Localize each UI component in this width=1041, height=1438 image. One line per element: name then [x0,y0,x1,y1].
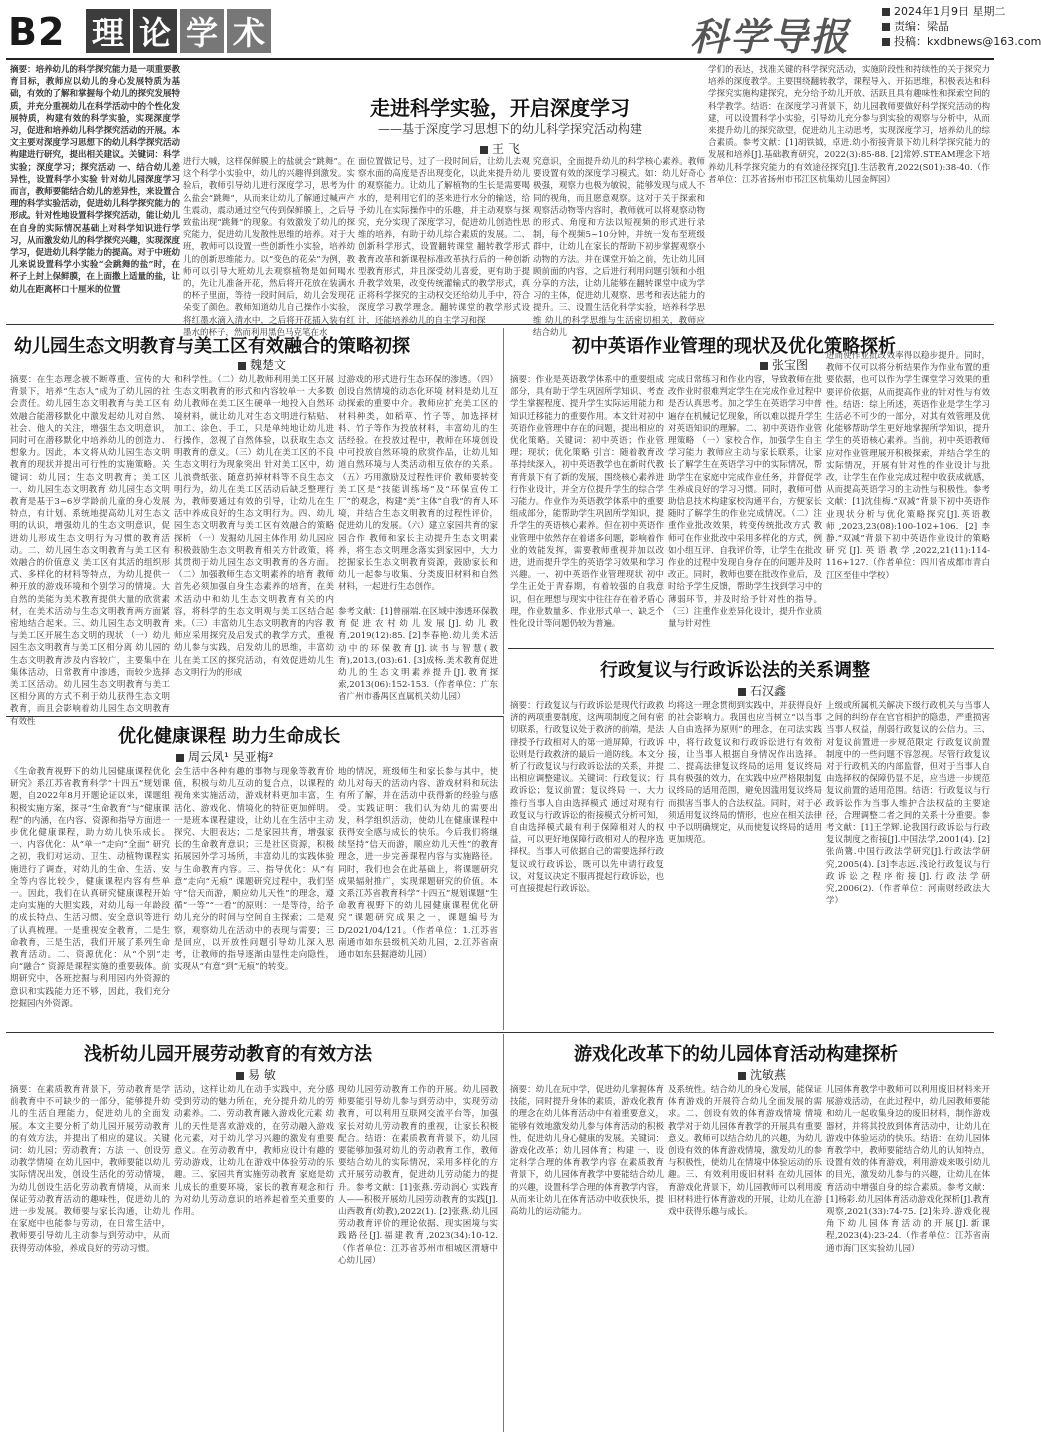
article-4-authors: 周云凤¹ 吴亚梅² [176,748,273,765]
article-5-col-1: 摘要：行政复议与行政诉讼是现代行政救济的两项重要制度，这两项制度之间有密切联系，行政复议处于救济的前端，是法律授予行政相对人的第一道屏障，行政诉讼则是行政救济的最后一道防线。本文分析了行政复议与行政诉讼法的关系，并提出相应调整建议。关键词：行政复议；行政诉讼；复议前置；复议终局 一、大力推行当事人自由选择模式 通过对现有行政复议与行政诉讼的衔接模式分析可知，自由选择模式最有利于保障相对人的权益，可以更好地保障行政相对人的程序选择权。当事人可依据自己的需要选择行政复议或行政诉讼，既可以先申请行政复议，对复议决定不服再提起行政诉讼，也可直接提起行政诉讼。 [510,701,664,895]
article-6-col-2: 活动，这样让幼儿在动手实践中，充分感受到劳动的魅力所在，充分提升幼儿的劳动素养。二、劳动教育融入游戏化元素 幼儿的天性是喜欢游戏的，在劳动融入游戏化元素，对于幼儿学习兴趣的激发有重要意义。在劳动教育中，教师应设计有趣的劳动游戏，让幼儿在游戏中体验劳动的乐趣。三、家园共育实施劳动教育 家庭是幼儿成长的重要环境，家长的教育观念和行为对幼儿劳动意识的培养起着至关重要的作用。 [174,1085,334,1218]
article-1-col-1: 摘要：培养幼儿的科学探究能力是一项重要教育目标，教师应以幼儿的身心发展特质为基础，有效的了解和掌握每个幼儿的探究发展特质，并充分重视幼儿在科学活动中的个性化发展特质，构建有效的科学实验，实现深度学习，促进和培养幼儿科学探究活动的开展。本文主要对深度学习思想下的幼儿科学探究活动构建进行研究，提出相关建议。关键词：科学实验；深度学习；探究活动 一、结合幼儿差异性，设置科学小实验 针对幼儿园深度学习而言，教师要能结合幼儿的差异性，来设置合理的科学实验活动，促进幼儿科学探究能力的形成。针对性地设置科学探究活动，能让幼儿在自身的实际情况基础上对科学知识进行学习，从而激发幼儿的科学探究兴趣，实现深度学习，促进幼儿科学能力的提高。对于中班幼儿来说设置科学小实验“会跳舞的盐”时，在杯子上封上保鲜膜，在上面撒上适量的盐，让幼儿在距离杯口十厘米的位置 [10,65,181,295]
article-3-author: 张宝图 [760,356,808,373]
section-char-3: 学 [180,9,224,53]
article-1-col-2: 进行大喊，这样保鲜膜上的盐就会“跳舞”。在这个科学小实验中，幼儿的兴趣得到激发。实验后，教师引导幼儿进行深度学习，思考为什么盐会“跳舞”，从而来让幼儿了解通过喊声产生震动，震动通过空气传到保鲜膜上，之后导致盐出现“跳舞”的现象。有效激发了幼儿的探究能力，促进幼儿发散性思维的培养。对于大班，教师可以设置一些创新性小实验，培养幼儿的创新思维能力。以“变色的花朵”为例，教师可以引导大班幼儿去观察植物是如何喝水的，先让儿准备开花，然后将开花放在装满水的杯子里面，等待一段时间后，幼儿会发现花朵变了颜色。教师知道幼儿自己操作小实验，将红墨水滴入清水中，之后将开花插入装有红墨水的杯子，然而利用黑色马克笔在水 [183,157,355,338]
article-7-col-2: 及系统性。结合幼儿的身心发展，能保证体育游戏的开展符合幼儿全面发展的需求。二、创设有效的体育游戏情境 情境教学对于幼儿园体育教学的开展具有重要意义。教师可以结合幼儿的兴趣，为幼儿创设有效的体育游戏情境，激发幼儿的参与积极性，使幼儿在情境中体验运动的乐趣。三、有效利用废旧材料 在幼儿园体育游戏化背景下，幼儿园教师可以利用废旧材料进行体育游戏的开展，让幼儿在游戏中获得乐趣与成长。 [668,1085,822,1218]
column-divider [503,1034,504,1432]
article-2-col-1: 摘要：在生态理念被不断尊重、宣传的大背景下，培养“生态人”成为了幼儿园的社会责任。幼儿园生态文明教育与美工区有效融合能潜移默化中激发起幼儿对自然、社会、他人的关注，增强生态文明意识，同时可在潜移默化中培养幼儿的创造力、想象力。因此，本文将从幼儿园生态文明教育的现状并提出可行性的实施策略。关键词：幼儿园；生态文明教育；美工区 一、幼儿园生态文明教育 幼儿园生态文明教育是基于3~6岁学龄前儿童的身心发展特点，有计划、系统地提高幼儿对生态文明的认识，增强幼儿的生态文明意识，促进幼儿形成生态文明行为习惯的教育活动。二、幼儿园生态文明教育与美工区有效融合的价值意义 美工区有其活的组织形式、多样化的材料等特点，为幼儿提供一种开放的游戏环境和个别学习的情境。大自然的美能为美术教育提供大量的欣赏素材，在美术活动与生态文明教育两方面紧密地结合起来。三、幼儿园生态文明教育与美工区开展生态文明的现状 （一）幼儿园生态文明教育与美工区相分离 幼儿园的生态文明教育涉及内容较广，主要集中在集体活动，日常教育中渗透，而较少选择美工区活动。幼儿园生态文明教育与美工区相分离的方式不利于幼儿获得生态文明教育，而且会影响着幼儿园生态文明教育有效性 [10,375,170,727]
section-title [86,9,271,53]
square-bullet-icon [236,1072,244,1080]
article-6-author: 易 敏 [236,1066,276,1083]
square-bullet-icon [760,362,768,370]
article-5-col-2: 均将这一理念贯彻到实践中，并获得良好的社会影响力。我国也应当树立“以当事人自由选择为原则”的理念，在司法实践中，将行政复议和行政诉讼进行有效衔接，让当事人根据自身情况作出选择。二、提高法律复议终局的运用 复议终局具有极强的效力，在实践中应严格限制复议终局的适用范围，避免因滥用复议终局而损害当事人的合法权益。同时，对于必须适用复议终局的情形，也应在相关法律中予以明确规定，从而使复议终局的适用更加规范。 [668,701,822,846]
square-bullet-icon [176,754,184,762]
divider [508,648,994,649]
article-5-author: 石汉鑫 [738,682,786,699]
article-7-col-3: 儿园体育教学中教师可以利用废旧材料来开展游戏活动，在此过程中，幼儿园教师要能和幼儿一起收集身边的废旧材料，制作游戏器材，并将其投放到体育活动中，让幼儿在游戏中体验运动的快乐。结语：在幼儿园体育教学中，教师要能结合幼儿的认知特点，设置有效的体育游戏，利用游戏来吸引幼儿的目光，激发幼儿参与的兴趣，让幼儿在体育活动中增强自身的综合素质。参考文献：[1]杨彩.幼儿园体育活动游戏化探析[J].教育观察,2021(33):74-75. [2]朱玲.游戏化视角下幼儿园体育活动的开展[J].新课程,2023(4):23-24.（作者单位：江苏省南通市海门区实验幼儿园） [826,1085,990,1254]
article-6-col-1: 摘要：在素质教育背景下，劳动教育是学前教育中不可缺少的一部分，能够提升幼儿的生活自理能力，促进幼儿的全面发展。本文主要分析了幼儿园开展劳动教育的有效方法，并提出了相应的建议。关键词：幼儿园；劳动教育；方法 一、创设劳动教学情境 在幼儿园中，教师要能以幼儿实际情况出发，创设生活化的劳动情境，为幼儿创设生活化劳动教育情境，从而来保证劳动教育活动的趣味性，促进幼儿的进一步发展。教师要与家长沟通，让幼儿在家庭中也能参与劳动，在日常生活中，教师要引导幼儿主动参与到劳动中，从而获得劳动体验，养成良好的劳动习惯。 [10,1085,170,1254]
article-1-col-4: 究意识，全面提升幼儿的科学核心素养。教师要设置有效的深度学习模式。如：幼儿好奇心极强，观察力也极为敏锐，能够发现与成人不同的视角，而且愿意观察。这对于关于探索和观察活动物等内容时，教师就可以将观察动物的形式、角度和方法以短视频的形式进行录制，每个视频5~10分钟，并统一发布至班级群中，让幼儿在家长的帮助下初步掌握观察小动物的方法。并在课堂开始之前，先让幼儿回顾前面的内容，之后进行利用问题引领和小组分享的方法，让幼儿能够在翻转课堂中成为学习的主体，促进幼儿观察、思考和表达能力的提升。三、设置生活化科学实验，培养科学思维 幼儿的科学思维与生活密切相关，教师应结合幼儿 [533,157,705,338]
article-5-title: 行政复议与行政诉讼法的关系调整 [600,660,870,681]
square-bullet-icon [882,8,890,16]
article-1-author: 王 飞 [480,140,520,157]
masthead [0,0,1041,60]
article-3-col-3: 进而使作业批改效率得以稳步提升。同时，教师不仅可以将分析结果作为作业布置的重要依据，也可以作为学生课堂学习效果的重要评价依据，从而提高作业的针对性与有效性。结语：综上所述，英语作业是学生学习生活必不可少的一部分，对其有效管理及优化能够帮助学生更好地掌握所学知识，提升学生的英语核心素养。当前，初中英语教师应对作业管理展开积极探索，并结合学生的实际情况，开展有针对性的作业设计与批改，让学生在作业完成过程中收获成就感，从而提高英语学习的主动性与积极性。参考文献：[1]沈佳梅.“双减”背景下初中英语作业现状分析与优化策略探究[J].英语教师,2023,23(08):100-102+106. [2]李静.“双减”背景下初中英语作业设计的策略研究[J].英语教学,2022,21(11):114-116+127.（作者单位：四川省成都市青白江区至佳中学校） [826,351,990,581]
article-1-col-3: 面位置做记号，过了一段时间后，让幼儿去观察水面的高度是否出现变化，以此来提升幼儿的观察能力。让幼儿了解植物的生长是需要喝水的，是利用它们的茎来进行水分的输送，给予幼儿在实际操作中的乐趣，并主动观察与探究，充分实现了深度学习，促进幼儿创造性思维的培养，有助于幼儿综合素质的发展。二、创新科学形式，设置翻转课堂 翻转教学形式教育改革和新课程标准改革执行后的一种创新型教育形式，并且深受幼儿喜爱，更有助于提升教学效果，改变传统灌输式的教学形式，真正将科学探究的主动权交还给幼儿手中，符合深度学习教学理念。翻转课堂的教学形式设计，还能培养幼儿的自主学习和探 [358,157,530,326]
newspaper-logo: 科学导报 [690,14,851,59]
email-line: 投稿：kxdbnews@163.com [894,35,1041,48]
article-2-title: 幼儿园生态文明教育与美工区有效融合的策略初探 [14,336,410,357]
square-bullet-icon [882,38,890,46]
article-2-author: 魏楚文 [238,356,286,373]
section-char-2: 论 [133,9,177,53]
issue-weekday: 星期二 [972,5,1006,18]
section-char-1: 理 [86,9,130,53]
article-4-col-2: 会生活中各种有趣的事物与现象等教育价值，积极与幼儿互动的复合点，以课程的视角来实施活动，游戏材料更加丰富，生活化、游戏化、情境化的特征更加鲜明。一是班本课程建设，让幼儿在生活中主动探究、大胆表达；二是家园共育，增强家长的生命教育意识；三是社区资源，积极拓展园外学习场所，丰富幼儿的实践体验与生命教育内容。三、指导优化：从“有意”走向“无痕” 课题研究过程中，我们坚守“信天而游，顺应幼儿天性”的理念，遵循“一等”“一看”的原则：一是等待，给予幼儿充分的时间与空间自主探索；二是观察，观察幼儿在活动中的表现与需要；三是回应，以开放性问题引导幼儿深入思考，让教师的指导逐渐由显性走向隐性，实现从“有意”到“无痕”的转变。 [174,767,334,973]
issue-date: 2024年1月9日 [894,5,969,18]
divider [6,716,504,717]
article-5-col-3: 上级或所属机关解决下级行政机关与当事人之间的纠纷存在官官相护的隐患，严重损害当事人权益，削弱行政复议的公信力。三、对复议前置进一步规范限定 行政复议前置制度中的一些问题不容忽视。尽管行政复议对于行政机关的内部监督，但对于当事人自由选择权的保障仍显不足，应当进一步规范复议前置的适用范围。结语：行政复议与行政诉讼作为当事人维护合法权益的主要途径，合理调整二者之间的关系十分重要。参考文献：[1]王学辉.论我国行政诉讼与行政复议制度之衔接[J].中国法学,2001(4). [2]张尚鷟.中国行政法学研究[J].行政法学研究,2005(4). [3]李志远.浅论行政复议与行政诉讼之程序衔接[J].行政法学研究,2006(2).（作者单位：河南财经政法大学） [826,701,990,907]
article-1-title: 走进科学实验，开启深度学习 [370,96,630,120]
square-bullet-icon [738,688,746,696]
square-bullet-icon [238,362,246,370]
article-6-col-3: 现幼儿园劳动教育工作的开展。幼儿园教师要能引导幼儿参与到劳动中，实现劳动教育，可以利用互联网交流平台等，加强家长对幼儿劳动教育的重视，让家长积极配合。结语：在素质教育背景下，幼儿园要能够加强对幼儿的劳动教育工作，教师要结合幼儿的实际情况，采用多样化的方式开展劳动教育，促进幼儿劳动能力的提升。参考文献：[1]张燕.劳动润心 实践育人——积极开展幼儿园劳动教育的实践[J].山西教育(幼教),2022(1). [2]张燕.幼儿园劳动教育评价的理论依据、现实困境与实践路径[J].福建教育,2023(34):10-12.（作者单位：江苏省苏州市相城区渭塘中心幼儿园） [338,1085,498,1266]
article-3-col-1: 摘要：作业是英语教学体系中的重要组成部分，具有助于学生巩固所学知识、考查学生掌握程度、提升学生实际运用能力和知识迁移能力的重要作用。本文针对初中英语作业管理中存在的问题，提出相应的优化策略。关键词：初中英语；作业管理；现状；优化策略 引言：随着教育改革持续深入，初中英语教学也在新时代教育背景下有了新的发展，围绕核心素养进行作业设计，并全方位提升学生的综合学习能力。作业作为英语教学体系中的重要组成部分，能帮助学生巩固所学知识，提升学生的英语核心素养。但在初中英语作业管理中依然存在着诸多问题，影响着作业的效能发挥，需要教师重视并加以改进，进而提升学生的英语学习效果和学习兴趣。一、初中英语作业管理现状 初中学生正处于青春期，有着较强的自我意识，但在理想与现实中往往存在着矛盾心理，作业数量多、作业形式单一、缺乏个性化设计等问题仍较为普遍。 [510,375,664,630]
masthead-rule [6,58,994,60]
column-divider [503,328,504,714]
article-2-col-3: 过游戏的形式进行生态环保的渗透。（四）创设自然情境的动态化环境 材料是幼儿互动探索的重要中介。教师应扩充美工区的材料种类，如稻草、竹子等，加选择材料、竹子等作为投放材料，丰富幼儿的生活经验。在投放过程中，教师在环境创设中可投放自然环境的欣赏作品，让幼儿知道自然环境与人类活动相互依存的关系。（五）巧用激励及过程性评价 教师要转变美工区是“技能训练场”及“环保宣传工厂”的观念，构建“美”主体“自我”的育人环境，并结合生态文明教育的过程性评价，促进幼儿的发展。（六）建立家园共育的家园合作 教师和家长主动提升生态文明素养，将生态文明理念落实到家园中，大力挖掘家长生态文明教育资源，鼓励家长和幼儿一起参与收集、分类废旧材料和自然材料，一起进行生态创作。 [338,375,498,593]
square-bullet-icon [480,146,488,154]
article-6-title: 浅析幼儿园开展劳动教育的有效方法 [84,1044,372,1065]
article-1-subtitle: ——基于深度学习思想下的幼儿科学探究活动构建 [378,122,643,136]
article-1-col-5: 学们的表达，找准关键的科学探究活动，实施阶段性和持续性的关于探究力培养的深度教学。主要围绕翻转教学，课程导入、开拓思维，积极表达和科学探究实施构建探究，充分给予幼儿开放、活跃且具有趣味性和探索空间的科学教学。结语：在深度学习背景下，幼儿园教师要做好科学探究活动的构建，可以设置科学小实验，引导幼儿充分参与到实验的观察与分析中，从而来提升幼儿的探究欲望，促进幼儿主动思考，实现深度学习，培养幼儿的综合素质。参考文献：[1]胡铁钺，卓进.幼小衔接背景下幼儿科学探究能力的发展和培养[J].基础教育研究，2022(3):85-88. [2]常婷.STEAM理念下培养幼儿科学探究能力的有效途径探究[J].生活教育,2022(S01):38-40.（作者单位：江苏省扬州市邗江区杭集幼儿园金辉园） [708,65,990,185]
square-bullet-icon [738,1072,746,1080]
article-2-col-2: 和科学性。（二）幼儿教师利用美工区开展生态文明教育的形式和内容较单一 大多数幼儿教师在美工区生硬单一地投入自然环境材料，就让幼儿对生态文明进行粘贴、加工、涂色、手工，只是单纯地让幼儿进行操作，忽视了自然体验，以获取生态文明教育的意义。（三）幼儿在美工区的不良生态文明行为现象突出 针对美工区中，幼儿浪费纸张、随意扔掉材料等不良生态文明行为，幼儿在美工区活动后缺乏整理行为，教师要通过有效的引导，让幼儿在生活中养成良好的生态文明行为。四、幼儿园生态文明教育与美工区有效融合的策略探析 （一）发掘幼儿园主体作用 幼儿园应积极鼓励生态文明教育相关方针政策，将其贯彻于幼儿园生态文明教育的各方面。（二）加强教师生态文明素养的培育 教师首先必须加强自身生态素养的培育，在美术活动中和幼儿生态文明教育有关的内容，将科学的生态文明观与美工区结合起来。（三）丰富幼儿生态文明教育的内容 教师应采用探究及启发式的教学方式，重视幼儿参与实践，启发幼儿的思维，丰富幼儿在美工区的探究活动，有效促进幼儿生态文明行为的形成 [174,375,334,678]
page-number: B2 [8,10,66,54]
editor-line: 责编：梁晶 [894,20,949,33]
article-3-title: 初中英语作业管理的现状及优化策略探析 [572,336,896,357]
article-2-references: 参考文献：[1]曾丽端.在区域中渗透环保教育促进农村幼儿发展[J].幼儿教育,2019(12):85. [2]李春艳.幼儿美术活动中的环保教育[J].读书与智慧(教育),2013,(03):61. [3]成杨.美术教育促进幼儿的生态文明素养提升[J].教育探索,2013(06):152-153.（作者单位：广东省广州市番禺区直属机关幼儿园） [338,607,498,703]
article-7-title: 游戏化改革下的幼儿园体育活动构建探析 [574,1044,898,1065]
divider [6,1032,994,1033]
issue-info [882,4,1041,49]
article-7-col-1: 摘要：幼儿在玩中学，促进幼儿掌握体育技能，同时提升身体的素质，游戏化教育的理念在幼儿体育活动中有着重要意义，能够有效地激发幼儿参与体育活动的积极性，促进幼儿身心健康的发展。关键词：游戏化改革；幼儿园体育；构建 一、设定科学合理的体育教学内容 在素质教育背景下，幼儿园体育教学中要能结合幼儿的兴趣，设置科学合理的体育教学内容，从而来让幼儿在体育活动中收获快乐，提高幼儿的运动能力。 [510,1085,664,1218]
square-bullet-icon [882,23,890,31]
article-4-col-1: 《生命教育视野下的幼儿园健康课程优化研究》系江苏省教育科学“十四五”规划课题，自2022年8月开题论证以来，课题组积极实施方案，探寻“生命教育”与“健康课程”的内涵，在内容、资源和指导方面进一步优化健康课程，助力幼儿快乐成长。一、内容优化：从“单一”走向“全面” 研究之初，我们对运动、卫生、动植物课程实施进行了调查，对幼儿的生命、生活、安全等内容比较少，健康课程内容有些单一。因此，我们在认真研究健康课程开始走向实施的大胆实践，对幼儿每一年龄段的成长特点、生活习惯、安全意识等进行了认真梳理。一是重视安全教育，二是生命教育，三是生活，我们开展了系列生命教育活动。二、资源优化：从“个别”走向“融合” 资源是课程实施的重要载体。前期研究中，各班挖掘与利用园内外资源的意识和实践能力还不够，因此，我们充分挖掘园内外资源。 [10,767,170,1009]
column-divider [503,716,504,1030]
article-4-title: 优化健康课程 助力生命成长 [118,726,341,747]
section-char-4: 术 [227,9,271,53]
article-3-col-2: 完成日常练习和作业内容，导致教师在批改作业时很难判定学生在完成作业过程中是否认真思考。加之学生在英语学习中普遍存在机械记忆现象，所以难以提升学生对英语知识的理解。二、初中英语作业管理策略 （一）家校合作，加强学生自主学习能力 教师应主动与家长联系，让家长了解学生在英语学习中的实际情况，帮助学生在家庭中完成作业任务，并督促学生养成良好的学习习惯。同时，教师可借助信息技术构建家校沟通平台，方便家长随时了解学生的作业完成情况。（二）注重作业批改效果，转变传统批改方式 教师可在作业批改中采用多样化的方式，例如小组互评、自我评价等，让学生在批改作业的过程中发现自身存在的问题并及时改正。同时，教师也要在批改作业后，及时给予学生反馈，帮助学生找到学习中的薄弱环节，并及时给予针对性的指导。（三）注重作业差异化设计，提升作业质量与针对性 [668,375,822,630]
article-7-author: 沈敏燕 [738,1066,786,1083]
divider [6,324,994,325]
article-4-col-3: 地的情况，班级师生和家长参与其中，使幼儿对每天的活动内容、游戏材料和玩法有所了解，并在活动中获得新的经验与感受。实践证明：我们认为幼儿的需要出发，科学组织活动，使幼儿在健康课程中获得安全感与成长的快乐。今后我们将继续坚持“信天而游，顺应幼儿天性”的教育理念，进一步完善课程内容与实施路径。同时，我们也会在此基础上，将课题研究成果辐射推广，实现课题研究的价值。本文系江苏省教育科学“十四五”规划课题“生命教育视野下的幼儿园健康课程优化研究”课题研究成果之一，课题编号为D/2021/04/121。（作者单位：1.江苏省南通市如东县级机关幼儿园，2.江苏省南通市如东县掘港幼儿园） [338,767,498,961]
